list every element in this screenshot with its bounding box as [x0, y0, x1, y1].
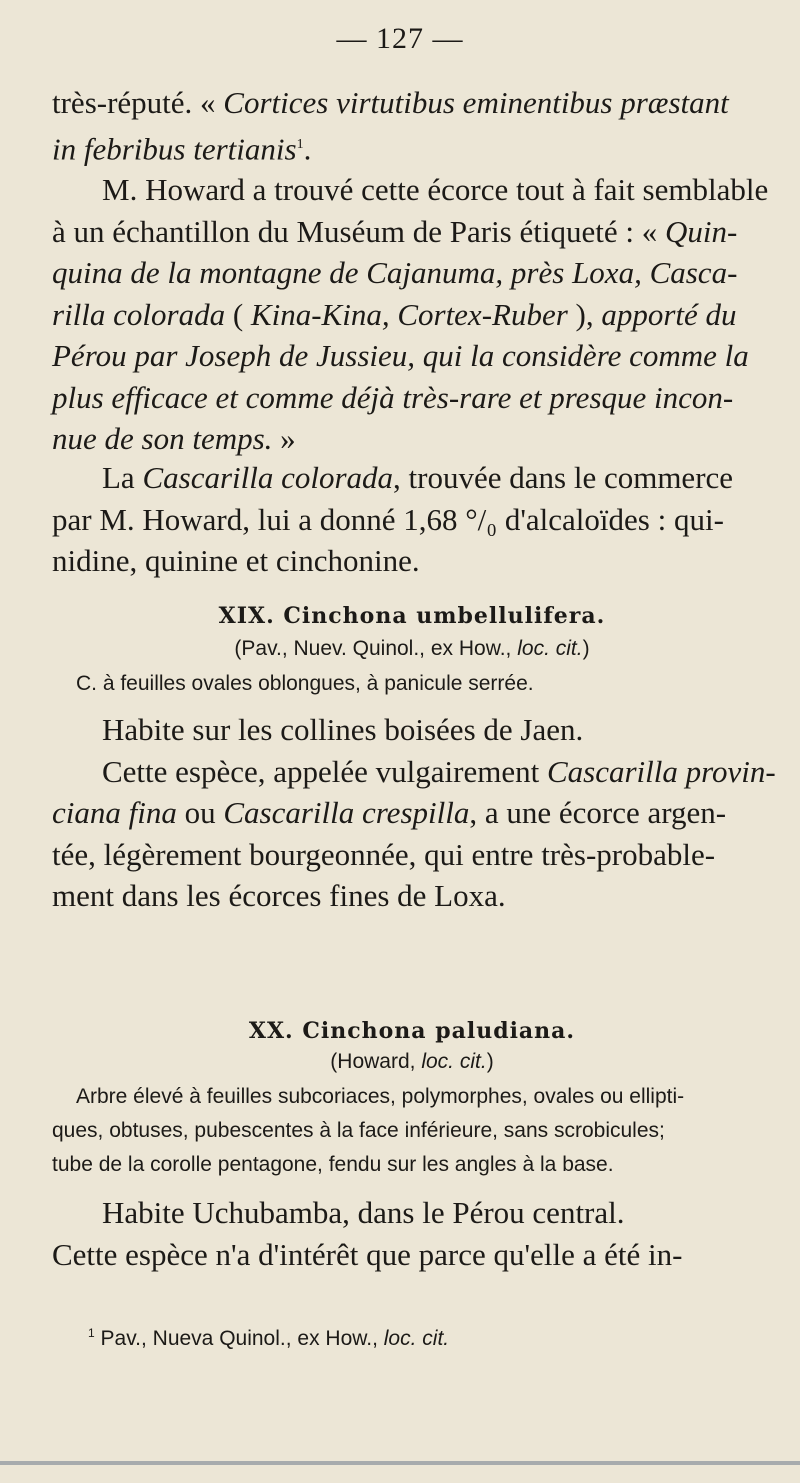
text-line: M. Howard a trouvé cette écorce tout à fait semblable [102, 172, 769, 208]
text-line: in febribus tertianis$^1$. [52, 130, 312, 166]
text-line: à un échantillon du Muséum de Paris étiqueté : « Quin- [52, 213, 738, 249]
paragraph-howard-quote [52, 82, 772, 460]
text-line: rilla colorada ( Kina-Kina, Cortex-Ruber ), apporté du [52, 296, 737, 332]
habitat-line: Habite sur les collines boisées de Jaen. [102, 712, 584, 747]
footnote-marker: 1 [88, 1326, 95, 1340]
species-description: tube de la corolle pentagone, fendu sur les angles à la base. [52, 1153, 614, 1176]
text-line: ment dans les écorces fines de Loxa. [52, 878, 506, 913]
section-heading: XIX. Cinchona umbellulifera. [218, 603, 606, 629]
text-line: Cette espèce n'a d'intérêt que parce qu'elle a été in- [52, 1236, 683, 1272]
text-line: Pérou par Joseph de Jussieu, qui la considère comme la [52, 338, 749, 374]
scan-edge-rule [0, 1461, 800, 1465]
text-line: par M. Howard, lui a donné 1,68 °/₀ d'alcaloïdes : qui- [52, 501, 724, 537]
paragraph-cascarilla-colorada [52, 457, 772, 582]
text-line: très-réputé. « Cortices virtutibus eminentibus præstant [52, 85, 729, 120]
citation: (Pav., Nuev. Quinol., ex How., loc. cit.) [234, 637, 590, 660]
text-line: Cette espèce, appelée vulgairement Cascarilla provin- [102, 753, 776, 789]
citation: (Howard, loc. cit.) [330, 1050, 494, 1073]
species-description: ques, obtuses, pubescentes à la face inférieure, sans scrobicules; [52, 1119, 665, 1142]
footnote: $^1$ Pav., Nueva Quinol., ex How., loc. cit. [88, 1326, 450, 1350]
text-line: plus efficace et comme déjà très-rare et presque incon- [52, 379, 734, 415]
text-line: nue de son temps. » [52, 421, 296, 457]
section-heading: XX. Cinchona paludiana. [248, 1018, 576, 1044]
section-xx [52, 1018, 772, 1275]
text-line: ciana fina ou Cascarilla crespilla, a une écorce argen- [52, 795, 727, 830]
text-line: quina de la montagne de Cajanuma, près Loxa, Casca- [52, 255, 738, 291]
text-line: nidine, quinine et cinchonine. [52, 543, 420, 578]
page-number: — 127 — [336, 22, 464, 55]
species-description: C. à feuilles ovales oblongues, à panicule serrée. [76, 672, 534, 695]
species-description: Arbre élevé à feuilles subcoriaces, polymorphes, ovales ou ellipti- [76, 1085, 685, 1108]
text-line: La Cascarilla colorada, trouvée dans le commerce [102, 460, 734, 495]
footnote-ref: 1 [296, 136, 304, 152]
text-line: tée, légèrement bourgeonnée, qui entre très-probable- [52, 836, 716, 872]
habitat-line: Habite Uchubamba, dans le Pérou central. [102, 1195, 625, 1230]
section-xix [52, 603, 776, 917]
